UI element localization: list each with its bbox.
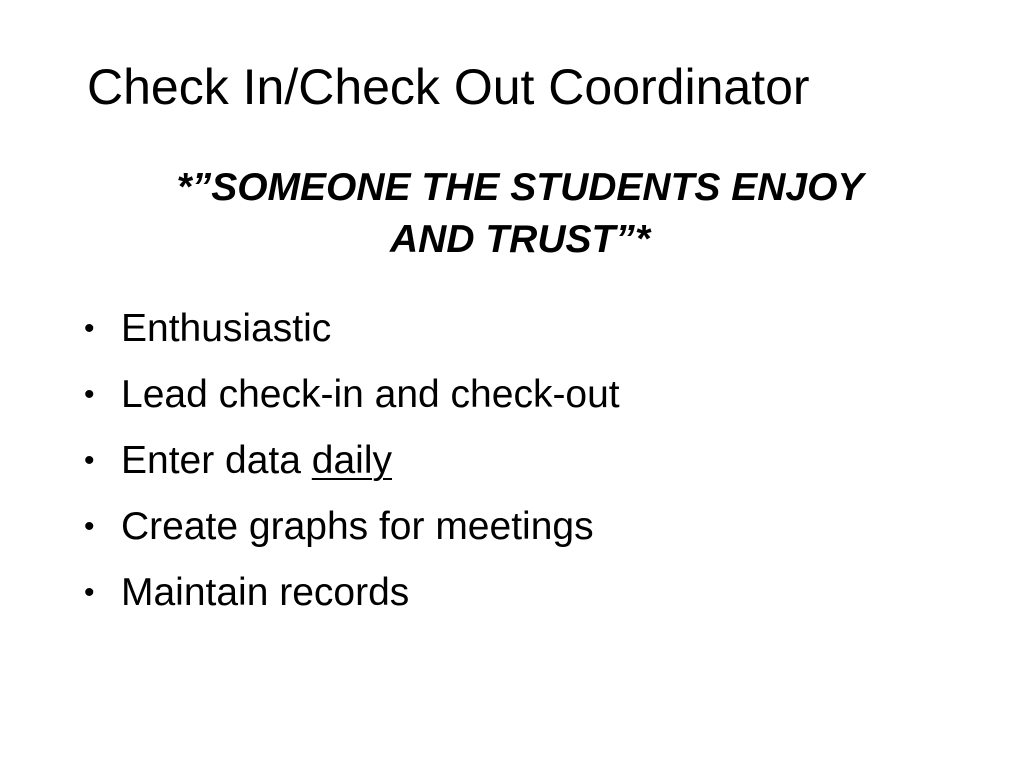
bullet-text-plain: Enter data xyxy=(121,439,312,482)
bullet-text: Enthusiastic xyxy=(121,307,332,350)
slide-title: Check In/Check Out Coordinator xyxy=(87,59,810,115)
bullet-icon: • xyxy=(84,444,95,477)
bullet-text: Maintain records xyxy=(121,571,410,614)
bullet-icon: • xyxy=(84,378,95,411)
bullet-text xyxy=(121,431,392,491)
slide-subtitle xyxy=(100,162,940,266)
subtitle-line-2: AND TRUST”* xyxy=(390,218,650,261)
bullet-text: Create graphs for meetings xyxy=(121,505,594,548)
bullet-icon: • xyxy=(84,576,95,609)
bullet-icon: • xyxy=(84,312,95,345)
bullet-text-underlined: daily xyxy=(311,439,393,482)
bullet-icon: • xyxy=(84,510,95,543)
bullet-text: Lead check-in and check-out xyxy=(121,373,620,416)
subtitle-line-1: *”SOMEONE THE STUDENTS ENJOY xyxy=(176,166,864,209)
